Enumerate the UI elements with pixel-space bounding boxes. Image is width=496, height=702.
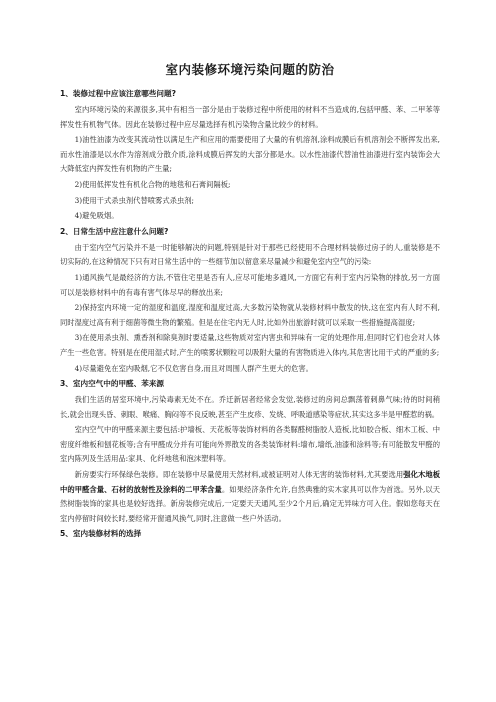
- paragraph: 新房要实行环保绿色装修。即在装修中尽量使用天然材料,或被证明对人体无害的装饰材料,尤其要选用强化木地板中的甲醛含量、石材的放射性及涂料的二甲苯含量。如果经济条件允许,自然典雅的实木家具可以作为首选。另外,以天然树脂装饰的家具也是较好选择。新房装修完成后,一定要天天通风,至少2个月后,确定无异味方可入住。假如您每天在室内停留时间较长时,要经常开窗通风换气,同时,注意做一些户外活动。: [60, 470, 441, 523]
- document-title: 室内装修环境污染问题的防治: [165, 62, 335, 77]
- paragraph: 2)使用低挥发性有机化合物的地毯和石膏间隔板;: [74, 179, 231, 189]
- paragraph: 4)尽量避免在室内吸烟,它不仅危害自身,而且对周围人群产生更大的危害。: [74, 363, 313, 373]
- section-heading: 3、室内空气中的甲醛、苯来源: [60, 379, 165, 389]
- paragraph: 2)保持室内环境一定的湿度和温度,湿度和温度过高,大多数污染物就从装修材料中散发的快,这在室内有人时不利,同时湿度过高有利于细菌等微生物的繁殖。但是在住宅内无人时,比如外出旅游时就可以采取一些措施提高湿度;: [60, 303, 440, 327]
- paragraph: 3)在使用杀虫剂、熏香剂和除臭剂时要适量,这些物质对室内害虫和异味有一定的处理作用,但同时它们也会对人体产生一些危害。特别是在使用湿式时,产生的喷雾状颗粒可以吸附大量的有害物质进入体内,其危害比用干式的严重的多;: [60, 333, 440, 357]
- paragraph: 室内环境污染的来源很多,其中有相当一部分是由于装修过程中所使用的材料不当造成的,包括甲醛、苯、二甲苯等挥发性有机物气体。因此在装修过程中应尽量选择有机污染物含量比较少的材料。: [60, 105, 440, 129]
- paragraph: 室内空气中的甲醛来源主要包括:护墙板、天花板等装饰材料的各类脲醛树脂胶人造板,比如胶合板、细木工板、中密度纤维板和刨花板等;含有甲醛成分并有可能向外界散发的各类装饰材料:墙布,墙纸,油漆和涂料等;有可能散发甲醛的室内陈列及生活用品:家具、化纤地毯和泡沫塑料等。: [60, 425, 440, 464]
- paragraph: 1)通风换气是最经济的方法,不管住宅里是否有人,应尽可能地多通风,一方面它有利于室内污染物的排放,另一方面可以是装修材料中的有毒有害气体尽早的释放出来;: [60, 272, 440, 297]
- paragraph: 3)使用干式杀虫剂代替喷雾式杀虫剂;: [74, 195, 194, 205]
- section-heading: 1、装修过程中应该注意哪些问题?: [60, 89, 176, 98]
- paragraph: 我们生活的居室环境中,污染毒素无处不在。乔迁新居者经常会发觉,装修过的房间总飘荡着刺鼻气味;待的时间稍长,就会出现头昏、刺眼、喉痛、胸闷等不良反映,甚至产生皮疹、发烧、呼吸道感染等症状,其实这多半是甲醛惹的祸。: [60, 395, 440, 419]
- paragraph: 4)避免吸烟。: [74, 211, 119, 221]
- section-heading: 5、室内装修材料的选择: [60, 529, 142, 539]
- paragraph: 由于室内空气污染并不是一时能够解决的问题,特别是针对于那些已经使用不合理材料装修过房子的人,重装修是不切实际的,在这种情况下只有对日常生活中的一些细节加以留意来尽量减少和避免室内空气的污染:: [60, 242, 440, 267]
- section-heading: 2、日常生活中应注意什么问题?: [60, 226, 169, 236]
- paragraph: 1)油性油漆为改变其流动性以满足生产和应用的需要使用了大量的有机溶剂,涂料成膜后有机溶剂会不断挥发出来,而水性油漆是以水作为溶剂成分散介质,涂料成膜后挥发的大部分都是水。以水性油漆代替油性油漆进行室内装饰会大大降低室内挥发性有机物的产生量;: [60, 135, 440, 174]
- document-body: [60, 87, 440, 541]
